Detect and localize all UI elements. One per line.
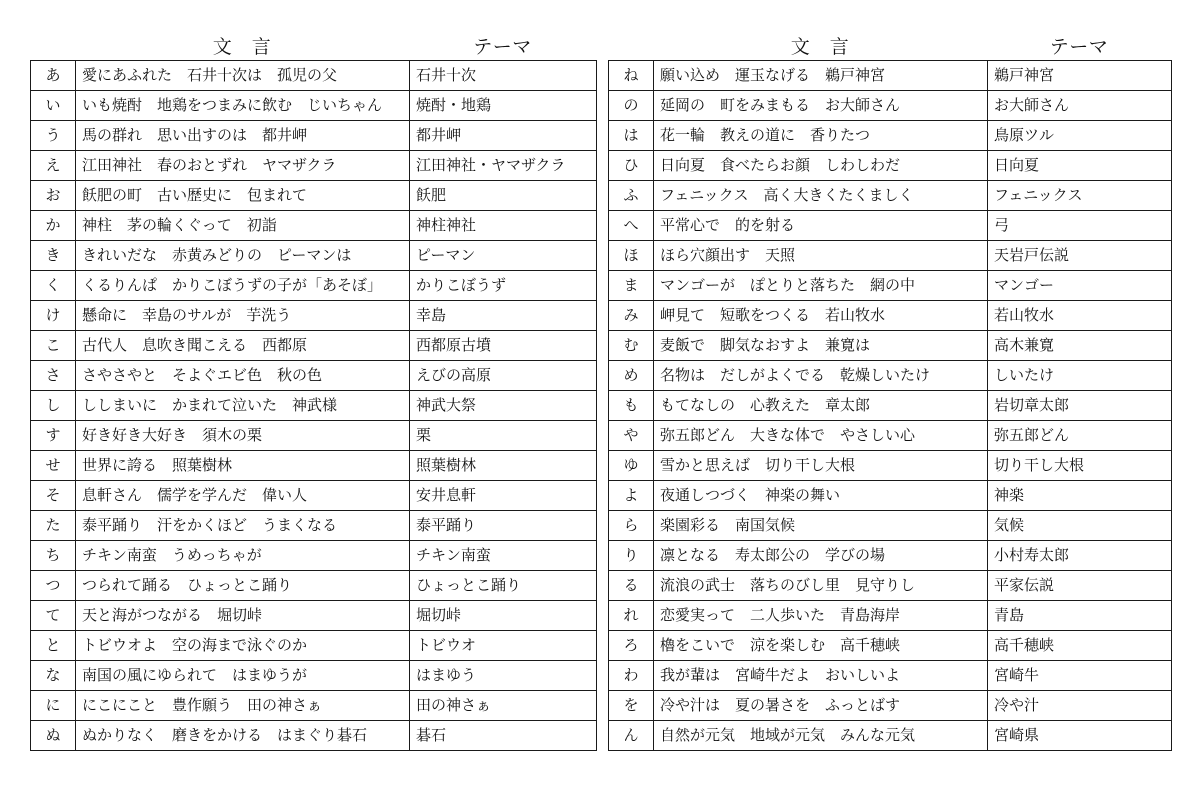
kana-cell: け — [31, 301, 76, 331]
theme-cell: 田の神さぁ — [410, 691, 597, 721]
text-cell: さやさやと そよぐエビ色 秋の色 — [76, 361, 410, 391]
table-row — [31, 451, 597, 481]
table-row — [31, 91, 597, 121]
text-cell: 古代人 息吹き聞こえる 西都原 — [76, 331, 410, 361]
table-row — [31, 601, 597, 631]
left-table-body — [31, 61, 597, 751]
text-cell: 願い込め 運玉なげる 鵜戸神宮 — [654, 61, 988, 91]
table-row — [31, 721, 597, 751]
text-cell: マンゴーが ぽとりと落ちた 網の中 — [654, 271, 988, 301]
text-cell: 天と海がつながる 堀切峠 — [76, 601, 410, 631]
table-row — [609, 481, 1172, 511]
kana-cell: そ — [31, 481, 76, 511]
table-row — [609, 271, 1172, 301]
table-row — [31, 181, 597, 211]
table-row — [609, 691, 1172, 721]
table-row — [609, 601, 1172, 631]
table-row — [31, 241, 597, 271]
theme-cell: チキン南蛮 — [410, 541, 597, 571]
table-row — [31, 571, 597, 601]
text-column-header: 文 言 — [790, 35, 850, 58]
kana-cell: わ — [609, 661, 654, 691]
theme-cell: はまゆう — [410, 661, 597, 691]
text-cell: 名物は だしがよくでる 乾燥しいたけ — [654, 361, 988, 391]
table-row — [31, 391, 597, 421]
text-cell: 息軒さん 儒学を学んだ 偉い人 — [76, 481, 410, 511]
table-row — [31, 661, 597, 691]
theme-cell: 堀切峠 — [410, 601, 597, 631]
text-cell: つられて踊る ひょっとこ踊り — [76, 571, 410, 601]
table-row — [609, 181, 1172, 211]
theme-cell: 高木兼寛 — [988, 331, 1172, 361]
text-cell: 雪かと思えば 切り干し大根 — [654, 451, 988, 481]
left-column-headers — [30, 30, 597, 60]
right-panel — [608, 30, 1172, 751]
table-row — [31, 421, 597, 451]
text-cell: 岬見て 短歌をつくる 若山牧水 — [654, 301, 988, 331]
kana-cell: れ — [609, 601, 654, 631]
theme-cell: 日向夏 — [988, 151, 1172, 181]
theme-cell: お大師さん — [988, 91, 1172, 121]
theme-cell: 泰平踊り — [410, 511, 597, 541]
kana-cell: む — [609, 331, 654, 361]
text-cell: フェニックス 高く大きくたくましく — [654, 181, 988, 211]
theme-cell: 小村寿太郎 — [988, 541, 1172, 571]
text-cell: 好き好き大好き 須木の栗 — [76, 421, 410, 451]
kana-cell: て — [31, 601, 76, 631]
theme-cell: 弥五郎どん — [988, 421, 1172, 451]
text-cell: 馬の群れ 思い出すのは 都井岬 — [76, 121, 410, 151]
kana-cell: さ — [31, 361, 76, 391]
theme-cell: 宮崎県 — [988, 721, 1172, 751]
kana-cell: り — [609, 541, 654, 571]
kana-cell: よ — [609, 481, 654, 511]
kana-cell: こ — [31, 331, 76, 361]
table-row — [609, 661, 1172, 691]
theme-cell: 弓 — [988, 211, 1172, 241]
text-cell: 日向夏 食べたらお顔 しわしわだ — [654, 151, 988, 181]
theme-cell: しいたけ — [988, 361, 1172, 391]
text-cell: 凛となる 寿太郎公の 学びの場 — [654, 541, 988, 571]
table-row — [609, 511, 1172, 541]
table-row — [609, 421, 1172, 451]
text-cell: ほら穴顔出す 天照 — [654, 241, 988, 271]
table-row — [609, 301, 1172, 331]
theme-cell: 平家伝説 — [988, 571, 1172, 601]
text-cell: 自然が元気 地域が元気 みんな元気 — [654, 721, 988, 751]
kana-cell: ん — [609, 721, 654, 751]
text-cell: チキン南蛮 うめっちゃが — [76, 541, 410, 571]
text-cell: 我が輩は 宮崎牛だよ おいしいよ — [654, 661, 988, 691]
theme-cell: かりこぼうず — [410, 271, 597, 301]
kana-cell: に — [31, 691, 76, 721]
theme-cell: 石井十次 — [410, 61, 597, 91]
text-cell: 麦飯で 脚気なおすよ 兼寛は — [654, 331, 988, 361]
theme-cell: 宮崎牛 — [988, 661, 1172, 691]
table-row — [31, 691, 597, 721]
kana-cell: ま — [609, 271, 654, 301]
text-cell: 恋愛実って 二人歩いた 青島海岸 — [654, 601, 988, 631]
theme-cell: 都井岬 — [410, 121, 597, 151]
kana-cell: ふ — [609, 181, 654, 211]
text-cell: 飫肥の町 古い歴史に 包まれて — [76, 181, 410, 211]
theme-cell: 幸島 — [410, 301, 597, 331]
table-row — [609, 571, 1172, 601]
theme-cell: 鳥原ツル — [988, 121, 1172, 151]
theme-cell: 岩切章太郎 — [988, 391, 1172, 421]
table-row — [609, 391, 1172, 421]
text-cell: にこにこと 豊作願う 田の神さぁ — [76, 691, 410, 721]
theme-cell: 西都原古墳 — [410, 331, 597, 361]
theme-cell: 焼酎・地鶏 — [410, 91, 597, 121]
kana-cell: あ — [31, 61, 76, 91]
text-cell: 泰平踊り 汗をかくほど うまくなる — [76, 511, 410, 541]
text-cell: 平常心で 的を射る — [654, 211, 988, 241]
theme-cell: マンゴー — [988, 271, 1172, 301]
text-cell: きれいだな 赤黄みどりの ピーマンは — [76, 241, 410, 271]
kana-cell: ひ — [609, 151, 654, 181]
theme-column-header: テーマ — [473, 35, 532, 58]
text-cell: 夜通しつづく 神楽の舞い — [654, 481, 988, 511]
kana-cell: ぬ — [31, 721, 76, 751]
table-row — [609, 631, 1172, 661]
table-row — [609, 211, 1172, 241]
kana-cell: う — [31, 121, 76, 151]
kana-cell: ろ — [609, 631, 654, 661]
text-cell: 花一輪 教えの道に 香りたつ — [654, 121, 988, 151]
kana-cell: な — [31, 661, 76, 691]
theme-cell: 切り干し大根 — [988, 451, 1172, 481]
text-cell: くるりんぱ かりこぼうずの子が「あそぼ」 — [76, 271, 410, 301]
table-row — [31, 271, 597, 301]
theme-cell: 神楽 — [988, 481, 1172, 511]
table-row — [609, 151, 1172, 181]
kana-cell: せ — [31, 451, 76, 481]
kana-cell: へ — [609, 211, 654, 241]
theme-cell: 栗 — [410, 421, 597, 451]
table-row — [31, 631, 597, 661]
theme-cell: 冷や汁 — [988, 691, 1172, 721]
theme-cell: ピーマン — [410, 241, 597, 271]
text-cell: 神柱 茅の輪くぐって 初詣 — [76, 211, 410, 241]
table-row — [31, 121, 597, 151]
kana-cell: は — [609, 121, 654, 151]
kana-cell: ね — [609, 61, 654, 91]
kana-cell: た — [31, 511, 76, 541]
right-column-headers — [608, 30, 1172, 60]
table-row — [31, 331, 597, 361]
theme-cell: 飫肥 — [410, 181, 597, 211]
left-panel — [30, 30, 597, 751]
text-cell: もてなしの 心教えた 章太郎 — [654, 391, 988, 421]
theme-cell: フェニックス — [988, 181, 1172, 211]
text-cell: 櫓をこいで 涼を楽しむ 高千穂峡 — [654, 631, 988, 661]
kana-cell: を — [609, 691, 654, 721]
table-row — [609, 91, 1172, 121]
kana-cell: る — [609, 571, 654, 601]
table-row — [609, 721, 1172, 751]
right-table-body — [609, 61, 1172, 751]
kana-cell: す — [31, 421, 76, 451]
theme-cell: 神武大祭 — [410, 391, 597, 421]
left-karuta-table — [30, 60, 597, 751]
text-cell: 世界に誇る 照葉樹林 — [76, 451, 410, 481]
kana-cell: め — [609, 361, 654, 391]
kana-cell: ら — [609, 511, 654, 541]
theme-cell: 天岩戸伝説 — [988, 241, 1172, 271]
kana-cell: や — [609, 421, 654, 451]
text-cell: いも焼酎 地鶏をつまみに飲む じいちゃん — [76, 91, 410, 121]
table-row — [609, 61, 1172, 91]
text-cell: 冷や汁は 夏の暑さを ふっとばす — [654, 691, 988, 721]
text-cell: ししまいに かまれて泣いた 神武様 — [76, 391, 410, 421]
table-row — [609, 121, 1172, 151]
table-row — [609, 331, 1172, 361]
table-row — [609, 361, 1172, 391]
theme-cell: 高千穂峡 — [988, 631, 1172, 661]
theme-cell: 神柱神社 — [410, 211, 597, 241]
table-row — [31, 361, 597, 391]
theme-column-header: テーマ — [1049, 35, 1109, 58]
kana-cell: も — [609, 391, 654, 421]
theme-cell: 気候 — [988, 511, 1172, 541]
kana-cell: え — [31, 151, 76, 181]
table-row — [31, 301, 597, 331]
table-row — [609, 451, 1172, 481]
theme-cell: ひょっとこ踊り — [410, 571, 597, 601]
text-cell: トビウオよ 空の海まで泳ぐのか — [76, 631, 410, 661]
theme-cell: 青島 — [988, 601, 1172, 631]
kana-cell: し — [31, 391, 76, 421]
kana-cell: ち — [31, 541, 76, 571]
theme-cell: トビウオ — [410, 631, 597, 661]
theme-cell: 照葉樹林 — [410, 451, 597, 481]
text-cell: 愛にあふれた 石井十次は 孤児の父 — [76, 61, 410, 91]
theme-cell: 安井息軒 — [410, 481, 597, 511]
text-cell: 南国の風にゆられて はまゆうが — [76, 661, 410, 691]
text-cell: 楽園彩る 南国気候 — [654, 511, 988, 541]
kana-cell: お — [31, 181, 76, 211]
table-row — [31, 511, 597, 541]
kana-cell: ゆ — [609, 451, 654, 481]
kana-cell: い — [31, 91, 76, 121]
text-cell: 弥五郎どん 大きな体で やさしい心 — [654, 421, 988, 451]
table-row — [609, 241, 1172, 271]
text-cell: ぬかりなく 磨きをかける はまぐり碁石 — [76, 721, 410, 751]
kana-cell: か — [31, 211, 76, 241]
text-cell: 江田神社 春のおとずれ ヤマザクラ — [76, 151, 410, 181]
table-row — [31, 481, 597, 511]
kana-cell: の — [609, 91, 654, 121]
theme-cell: 鵜戸神宮 — [988, 61, 1172, 91]
text-cell: 延岡の 町をみまもる お大師さん — [654, 91, 988, 121]
theme-cell: えびの高原 — [410, 361, 597, 391]
kana-cell: つ — [31, 571, 76, 601]
table-row — [31, 211, 597, 241]
kana-cell: く — [31, 271, 76, 301]
kana-cell: ほ — [609, 241, 654, 271]
table-row — [31, 541, 597, 571]
right-karuta-table — [608, 60, 1172, 751]
table-row — [31, 151, 597, 181]
text-column-header: 文 言 — [212, 35, 272, 58]
table-row — [31, 61, 597, 91]
theme-cell: 若山牧水 — [988, 301, 1172, 331]
kana-cell: き — [31, 241, 76, 271]
kana-cell: と — [31, 631, 76, 661]
kana-cell: み — [609, 301, 654, 331]
table-row — [609, 541, 1172, 571]
text-cell: 懸命に 幸島のサルが 芋洗う — [76, 301, 410, 331]
theme-cell: 江田神社・ヤマザクラ — [410, 151, 597, 181]
text-cell: 流浪の武士 落ちのびし里 見守りし — [654, 571, 988, 601]
theme-cell: 碁石 — [410, 721, 597, 751]
